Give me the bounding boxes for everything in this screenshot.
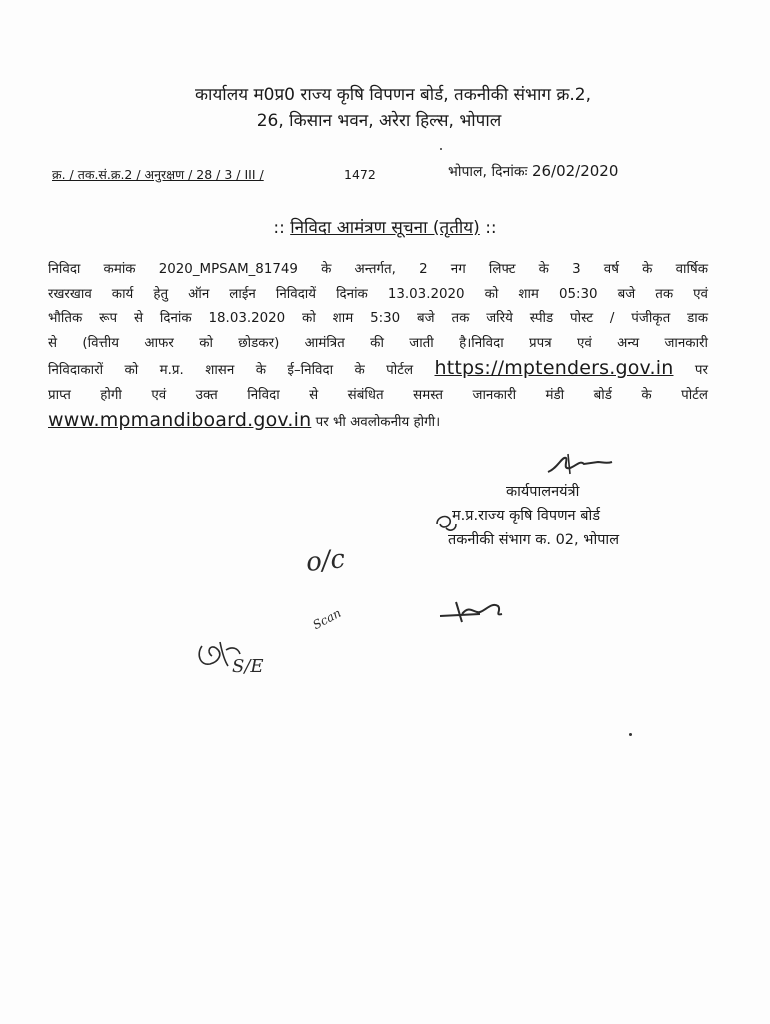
title-prefix: ::: [273, 218, 291, 238]
stray-dot-header: [440, 148, 442, 150]
place-date: [448, 162, 618, 181]
date-value: 26/02/2020: [531, 162, 619, 180]
signatory-organization: म.प्र.राज्य कृषि विपणन बोर्ड: [452, 508, 601, 524]
office-address-line: 26, किसान भवन, अरेरा हिल्स, भोपाल: [256, 111, 502, 131]
reference-file-number: क्र. / तक.सं.क्र.2 / अनुरक्षण / 28 / 3 / III /: [52, 167, 264, 182]
body-line-5-tail: पर: [673, 363, 708, 378]
body-line-3: भौतिक रूप से दिनांक 18.03.2020 को शाम 5:30 बजे तक जरिये स्पीड पोस्ट / पंजीकृत डाक: [48, 311, 708, 326]
body-line-5: [48, 356, 708, 384]
reference-dispatch-number: 1472: [344, 167, 376, 182]
body-line-5-text: निविदाकारों को म.प्र. शासन के ई–निविदा के पोर्टल: [48, 363, 435, 378]
notice-body: [48, 258, 708, 436]
signatory-designation: कार्यपालनयंत्री: [506, 484, 580, 500]
notice-title: [0, 216, 770, 240]
title-suffix: ::: [479, 218, 497, 238]
body-line-1: निविदा कमांक 2020_MPSAM_81749 के अन्तर्गत, 2 नग लिफ्ट के 3 वर्ष के वार्षिक: [48, 262, 708, 277]
mandiboard-link[interactable]: www.mpmandiboard.gov.in: [48, 409, 312, 431]
officer-signature-2: [436, 596, 516, 626]
mptenders-link[interactable]: https://mptenders.gov.in: [434, 357, 674, 379]
body-line-7-tail: पर भी अवलोकनीय होगी।: [311, 415, 441, 430]
body-line-7: [48, 408, 708, 436]
officer-signature-1: [540, 450, 620, 480]
stray-dot: [629, 733, 632, 736]
signature-block: [430, 480, 690, 552]
body-line-4: से (वित्तीय आफर को छोडकर) आमंत्रित की जाती है।निविदा प्रपत्र एवं अन्य जानकारी: [48, 335, 708, 351]
office-name-line: कार्यालय म0प्र0 राज्य कृषि विपणन बोर्ड, तकनीकी संभाग क्र.2,: [194, 85, 592, 105]
title-text: निविदा आमंत्रण सूचना (तृतीय): [290, 218, 480, 238]
initials-mark: [432, 510, 460, 536]
body-line-2: रखरखाव कार्य हेतु ऑन लाईन निविदायें दिनांक 13.03.2020 को शाम 05:30 बजे तक एवं: [48, 286, 708, 302]
handwritten-oc-note: o/c: [304, 544, 347, 578]
date-label: भोपाल, दिनांकः: [448, 164, 532, 180]
body-line-6: प्राप्त होगी एवं उक्त निविदा से संबंधित समस्त जानकारी मंडी बोर्ड के पोर्टल: [48, 387, 708, 403]
signatory-division: तकनीकी संभाग क. 02, भोपाल: [448, 532, 620, 548]
handwritten-se-note: S/E: [232, 656, 264, 677]
handwritten-scan-note: Scan: [310, 605, 344, 633]
